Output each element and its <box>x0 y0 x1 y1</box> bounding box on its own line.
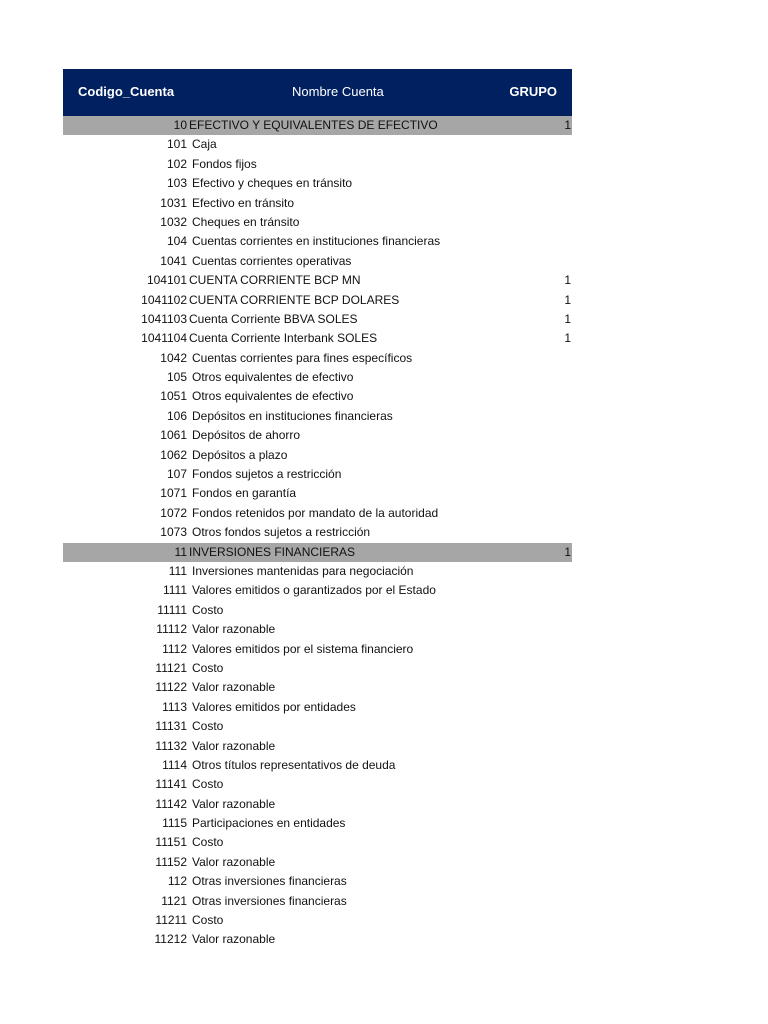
account-name: Valor razonable <box>192 932 276 947</box>
table-row <box>63 872 572 891</box>
table-row <box>63 291 572 310</box>
table-row <box>63 581 572 600</box>
account-group: 1 <box>564 292 571 307</box>
table-row <box>63 659 572 678</box>
table-row <box>63 368 572 387</box>
table-row <box>63 911 572 930</box>
account-name: Valores emitidos o garantizados por el Estado <box>192 583 436 598</box>
account-name: Cuentas corrientes operativas <box>192 253 352 268</box>
account-code: 11151 <box>155 835 187 850</box>
account-name: EFECTIVO Y EQUIVALENTES DE EFECTIVO <box>189 118 438 132</box>
table-row <box>63 310 572 329</box>
table-row <box>63 562 572 581</box>
account-code: 101 <box>166 137 187 152</box>
table-row <box>63 135 572 154</box>
table-row <box>63 213 572 232</box>
account-name: Otras inversiones financieras <box>192 874 347 889</box>
account-code: 1041104 <box>141 331 187 346</box>
table-row <box>63 601 572 620</box>
account-name: Efectivo en tránsito <box>192 195 295 210</box>
account-code: 105 <box>166 370 187 385</box>
account-code: 1061 <box>160 428 187 443</box>
account-name: Valor razonable <box>192 622 276 637</box>
account-code: 1031 <box>160 195 187 210</box>
account-name: Valor razonable <box>192 854 276 869</box>
table-row <box>63 814 572 833</box>
table-row <box>63 737 572 756</box>
account-name: Otros equivalentes de efectivo <box>192 389 354 404</box>
account-code: 1032 <box>160 214 187 229</box>
table-row <box>63 756 572 775</box>
account-code: 11131 <box>155 719 187 734</box>
account-group: 1 <box>564 311 571 326</box>
account-name: Cheques en tránsito <box>192 214 300 229</box>
account-code: 1071 <box>160 486 187 501</box>
table-row <box>63 853 572 872</box>
header-group: GRUPO <box>509 84 557 99</box>
table-row <box>63 930 572 949</box>
account-code: 11121 <box>155 660 187 675</box>
account-name: Otros títulos representativos de deuda <box>192 757 396 772</box>
account-name: Depósitos en instituciones financieras <box>192 408 393 423</box>
account-code: 106 <box>166 408 187 423</box>
table-row <box>63 795 572 814</box>
account-code: 1113 <box>162 699 187 714</box>
account-name: Valor razonable <box>192 680 276 695</box>
account-name: Valor razonable <box>192 796 276 811</box>
table-row <box>63 232 572 251</box>
account-code: 111 <box>168 563 187 578</box>
account-name: Depósitos de ahorro <box>192 428 301 443</box>
account-code: 1114 <box>162 757 187 772</box>
account-group: 1 <box>564 544 571 559</box>
account-name: Valores emitidos por el sistema financiero <box>192 641 414 656</box>
account-name: Cuentas corrientes para fines específicos <box>192 350 413 365</box>
table-row <box>63 116 572 135</box>
account-code: 11141 <box>155 777 187 792</box>
account-code: 11 <box>174 544 187 559</box>
account-name: Costo <box>192 660 224 675</box>
table-row <box>63 775 572 794</box>
account-name: Caja <box>192 137 217 152</box>
account-code: 11152 <box>155 854 187 869</box>
account-code: 11122 <box>155 680 187 695</box>
account-code: 1062 <box>160 447 187 462</box>
account-name: Valor razonable <box>192 738 276 753</box>
account-code: 11212 <box>154 932 187 947</box>
account-group: 1 <box>564 273 571 288</box>
table-row <box>63 620 572 639</box>
table-row <box>63 543 572 562</box>
account-name: CUENTA CORRIENTE BCP MN <box>189 273 361 288</box>
account-code: 11142 <box>155 796 187 811</box>
account-code: 11211 <box>155 913 187 928</box>
account-name: Depósitos a plazo <box>192 447 288 462</box>
account-code: 11112 <box>156 622 187 637</box>
table-row <box>63 523 572 542</box>
account-code: 1051 <box>160 389 187 404</box>
table-row <box>63 426 572 445</box>
account-name: Participaciones en entidades <box>192 816 346 831</box>
account-name: Otros equivalentes de efectivo <box>192 370 354 385</box>
table-row <box>63 678 572 697</box>
account-name: CUENTA CORRIENTE BCP DOLARES <box>189 292 400 307</box>
table-row <box>63 892 572 911</box>
table-row <box>63 640 572 659</box>
account-name: Inversiones mantenidas para negociación <box>192 563 414 578</box>
account-name: Fondos sujetos a restricción <box>192 467 342 482</box>
account-name: Efectivo y cheques en tránsito <box>192 176 353 191</box>
table-header <box>63 69 572 116</box>
account-code: 1042 <box>160 350 187 365</box>
account-code: 103 <box>166 176 187 191</box>
account-name: INVERSIONES FINANCIERAS <box>189 544 356 559</box>
account-name: Costo <box>192 602 224 617</box>
table-body <box>63 116 572 950</box>
account-code: 104 <box>166 234 187 249</box>
account-code: 107 <box>166 467 187 482</box>
table-row <box>63 155 572 174</box>
table-row <box>63 329 572 348</box>
account-name: Costo <box>192 777 224 792</box>
table-row <box>63 194 572 213</box>
table-row <box>63 349 572 368</box>
table-row <box>63 504 572 523</box>
account-name: Otras inversiones financieras <box>192 893 347 908</box>
account-code: 112 <box>167 874 187 889</box>
account-name: Fondos retenidos por mandato de la autoridad <box>192 505 439 520</box>
header-name: Nombre Cuenta <box>292 84 384 99</box>
account-name: Fondos fijos <box>192 156 257 171</box>
account-code: 1115 <box>162 816 187 831</box>
table-row <box>63 484 572 503</box>
account-code: 11111 <box>157 602 187 617</box>
table-row <box>63 174 572 193</box>
table-row <box>63 717 572 736</box>
account-code: 1041102 <box>141 292 187 307</box>
account-code: 1121 <box>161 893 187 908</box>
account-code: 1041103 <box>141 311 187 326</box>
account-code: 104101 <box>146 273 187 288</box>
account-code: 1072 <box>160 505 187 520</box>
account-name: Fondos en garantía <box>192 486 297 501</box>
table-row <box>63 387 572 406</box>
account-table <box>63 69 572 950</box>
account-code: 1073 <box>160 525 187 540</box>
account-name: Costo <box>192 835 224 850</box>
account-code: 11132 <box>155 738 187 753</box>
account-code: 10 <box>173 118 187 132</box>
account-group: 1 <box>564 118 571 132</box>
account-code: 1111 <box>162 583 187 598</box>
table-row <box>63 446 572 465</box>
table-row <box>63 465 572 484</box>
account-code: 102 <box>166 156 187 171</box>
account-code: 1041 <box>160 253 187 268</box>
table-row <box>63 833 572 852</box>
account-name: Costo <box>192 719 224 734</box>
account-name: Cuenta Corriente Interbank SOLES <box>189 331 378 346</box>
account-group: 1 <box>564 331 571 346</box>
account-name: Costo <box>192 913 224 928</box>
account-name: Valores emitidos por entidades <box>192 699 356 714</box>
account-name: Otros fondos sujetos a restricción <box>192 525 371 540</box>
header-code: Codigo_Cuenta <box>78 84 175 99</box>
account-name: Cuenta Corriente BBVA SOLES <box>189 311 358 326</box>
table-row <box>63 271 572 290</box>
table-row <box>63 252 572 271</box>
account-code: 1112 <box>162 641 187 656</box>
table-row <box>63 407 572 426</box>
table-row <box>63 698 572 717</box>
account-name: Cuentas corrientes en instituciones financieras <box>192 234 441 249</box>
